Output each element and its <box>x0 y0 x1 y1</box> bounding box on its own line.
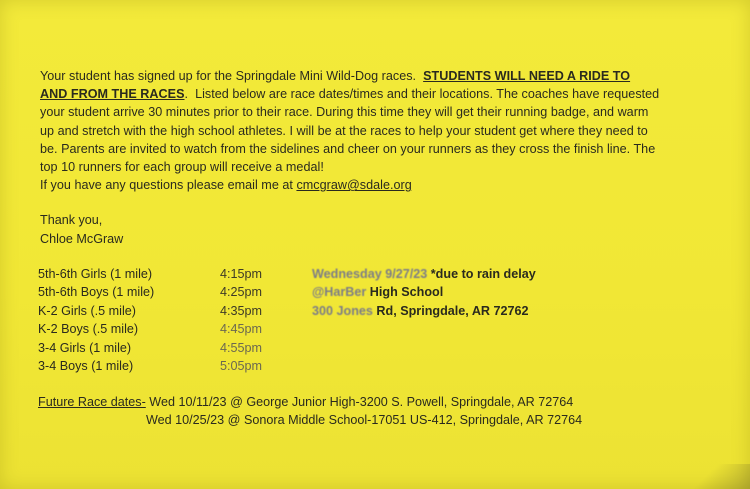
intro-paragraph <box>40 67 720 194</box>
thanks-text: Thank you, <box>40 213 103 227</box>
race-date: Wednesday 9/27/23 <box>312 267 428 281</box>
race-name: 3-4 Girls (1 mile) <box>38 340 132 355</box>
race-date-line <box>312 265 536 283</box>
race-name: K-2 Boys (.5 mile) <box>38 322 139 337</box>
race-time: 4:35pm <box>220 303 263 318</box>
ride-notice-1: STUDENTS WILL NEED A RIDE TO <box>423 69 631 83</box>
paper-corner-shadow <box>680 464 750 489</box>
race-name: K-2 Girls (.5 mile) <box>38 303 136 318</box>
signoff <box>40 211 123 248</box>
intro-line-2 <box>40 85 720 103</box>
race-time: 4:45pm <box>220 322 263 337</box>
race-name: 3-4 Boys (1 mile) <box>38 358 134 373</box>
race-time: 5:05pm <box>220 358 263 373</box>
intro-line-6: top 10 runners for each group will receive a medal! <box>40 160 324 175</box>
race-row <box>38 339 298 357</box>
future-line-1 <box>38 393 582 411</box>
race-row <box>38 302 298 320</box>
at-sign: @ <box>312 285 325 300</box>
address-line <box>312 302 536 320</box>
race-row <box>38 320 298 338</box>
email-prompt: If you have any questions please email me at <box>40 178 293 193</box>
race-name: 5th-6th Boys (1 mile) <box>38 285 155 300</box>
future-label: Future Race dates- <box>38 395 146 409</box>
rain-delay-note: *due to rain delay <box>427 267 536 281</box>
future-date-1: Wed 10/11/23 @ George Junior High-3200 S. Powell, Springdale, AR 72764 <box>145 395 574 409</box>
race-time: 4:55pm <box>220 340 263 355</box>
period: . <box>184 87 189 102</box>
race-time: 4:25pm <box>220 285 263 300</box>
future-line-2: Wed 10/25/23 @ Sonora Middle School-17051 US-412, Springdale, AR 72764 <box>146 413 583 427</box>
intro-line-5: be. Parents are invited to watch from the sidelines and cheer on your runners as they cross the finish line. The <box>40 141 656 156</box>
venue-line <box>312 283 536 301</box>
email-link[interactable]: cmcgraw@sdale.org <box>296 178 412 193</box>
race-time: 4:15pm <box>220 267 263 281</box>
race-row <box>38 357 298 375</box>
intro-line-1 <box>40 67 720 85</box>
address-redacted: 300 Jones <box>312 303 373 318</box>
intro-line-3: your student arrive 30 minutes prior to their race. During this time they will get their running badge, and warm <box>40 105 649 120</box>
race-row <box>38 265 298 283</box>
venue-name-rest: High School <box>366 285 444 300</box>
race-row <box>38 283 298 301</box>
future-race-dates <box>38 393 582 429</box>
intro-line-7 <box>40 176 720 194</box>
intro-text-1: Your student has signed up for the Springdale Mini Wild-Dog races. <box>40 69 417 83</box>
race-name: 5th-6th Girls (1 mile) <box>38 267 153 281</box>
intro-text-2: Listed below are race dates/times and their locations. The coaches have requested <box>195 87 660 102</box>
ride-notice-2: AND FROM THE RACES <box>40 87 185 102</box>
race-schedule <box>38 265 298 375</box>
race-location-info <box>312 265 536 320</box>
address-rest: Rd, Springdale, AR 72762 <box>372 303 529 318</box>
signature-name: Chloe McGraw <box>40 231 124 246</box>
intro-line-4: up and stretch with the high school athletes. I will be at the races to help your student get where they need to <box>40 123 648 138</box>
venue-name-redacted: HarBer <box>324 285 367 300</box>
